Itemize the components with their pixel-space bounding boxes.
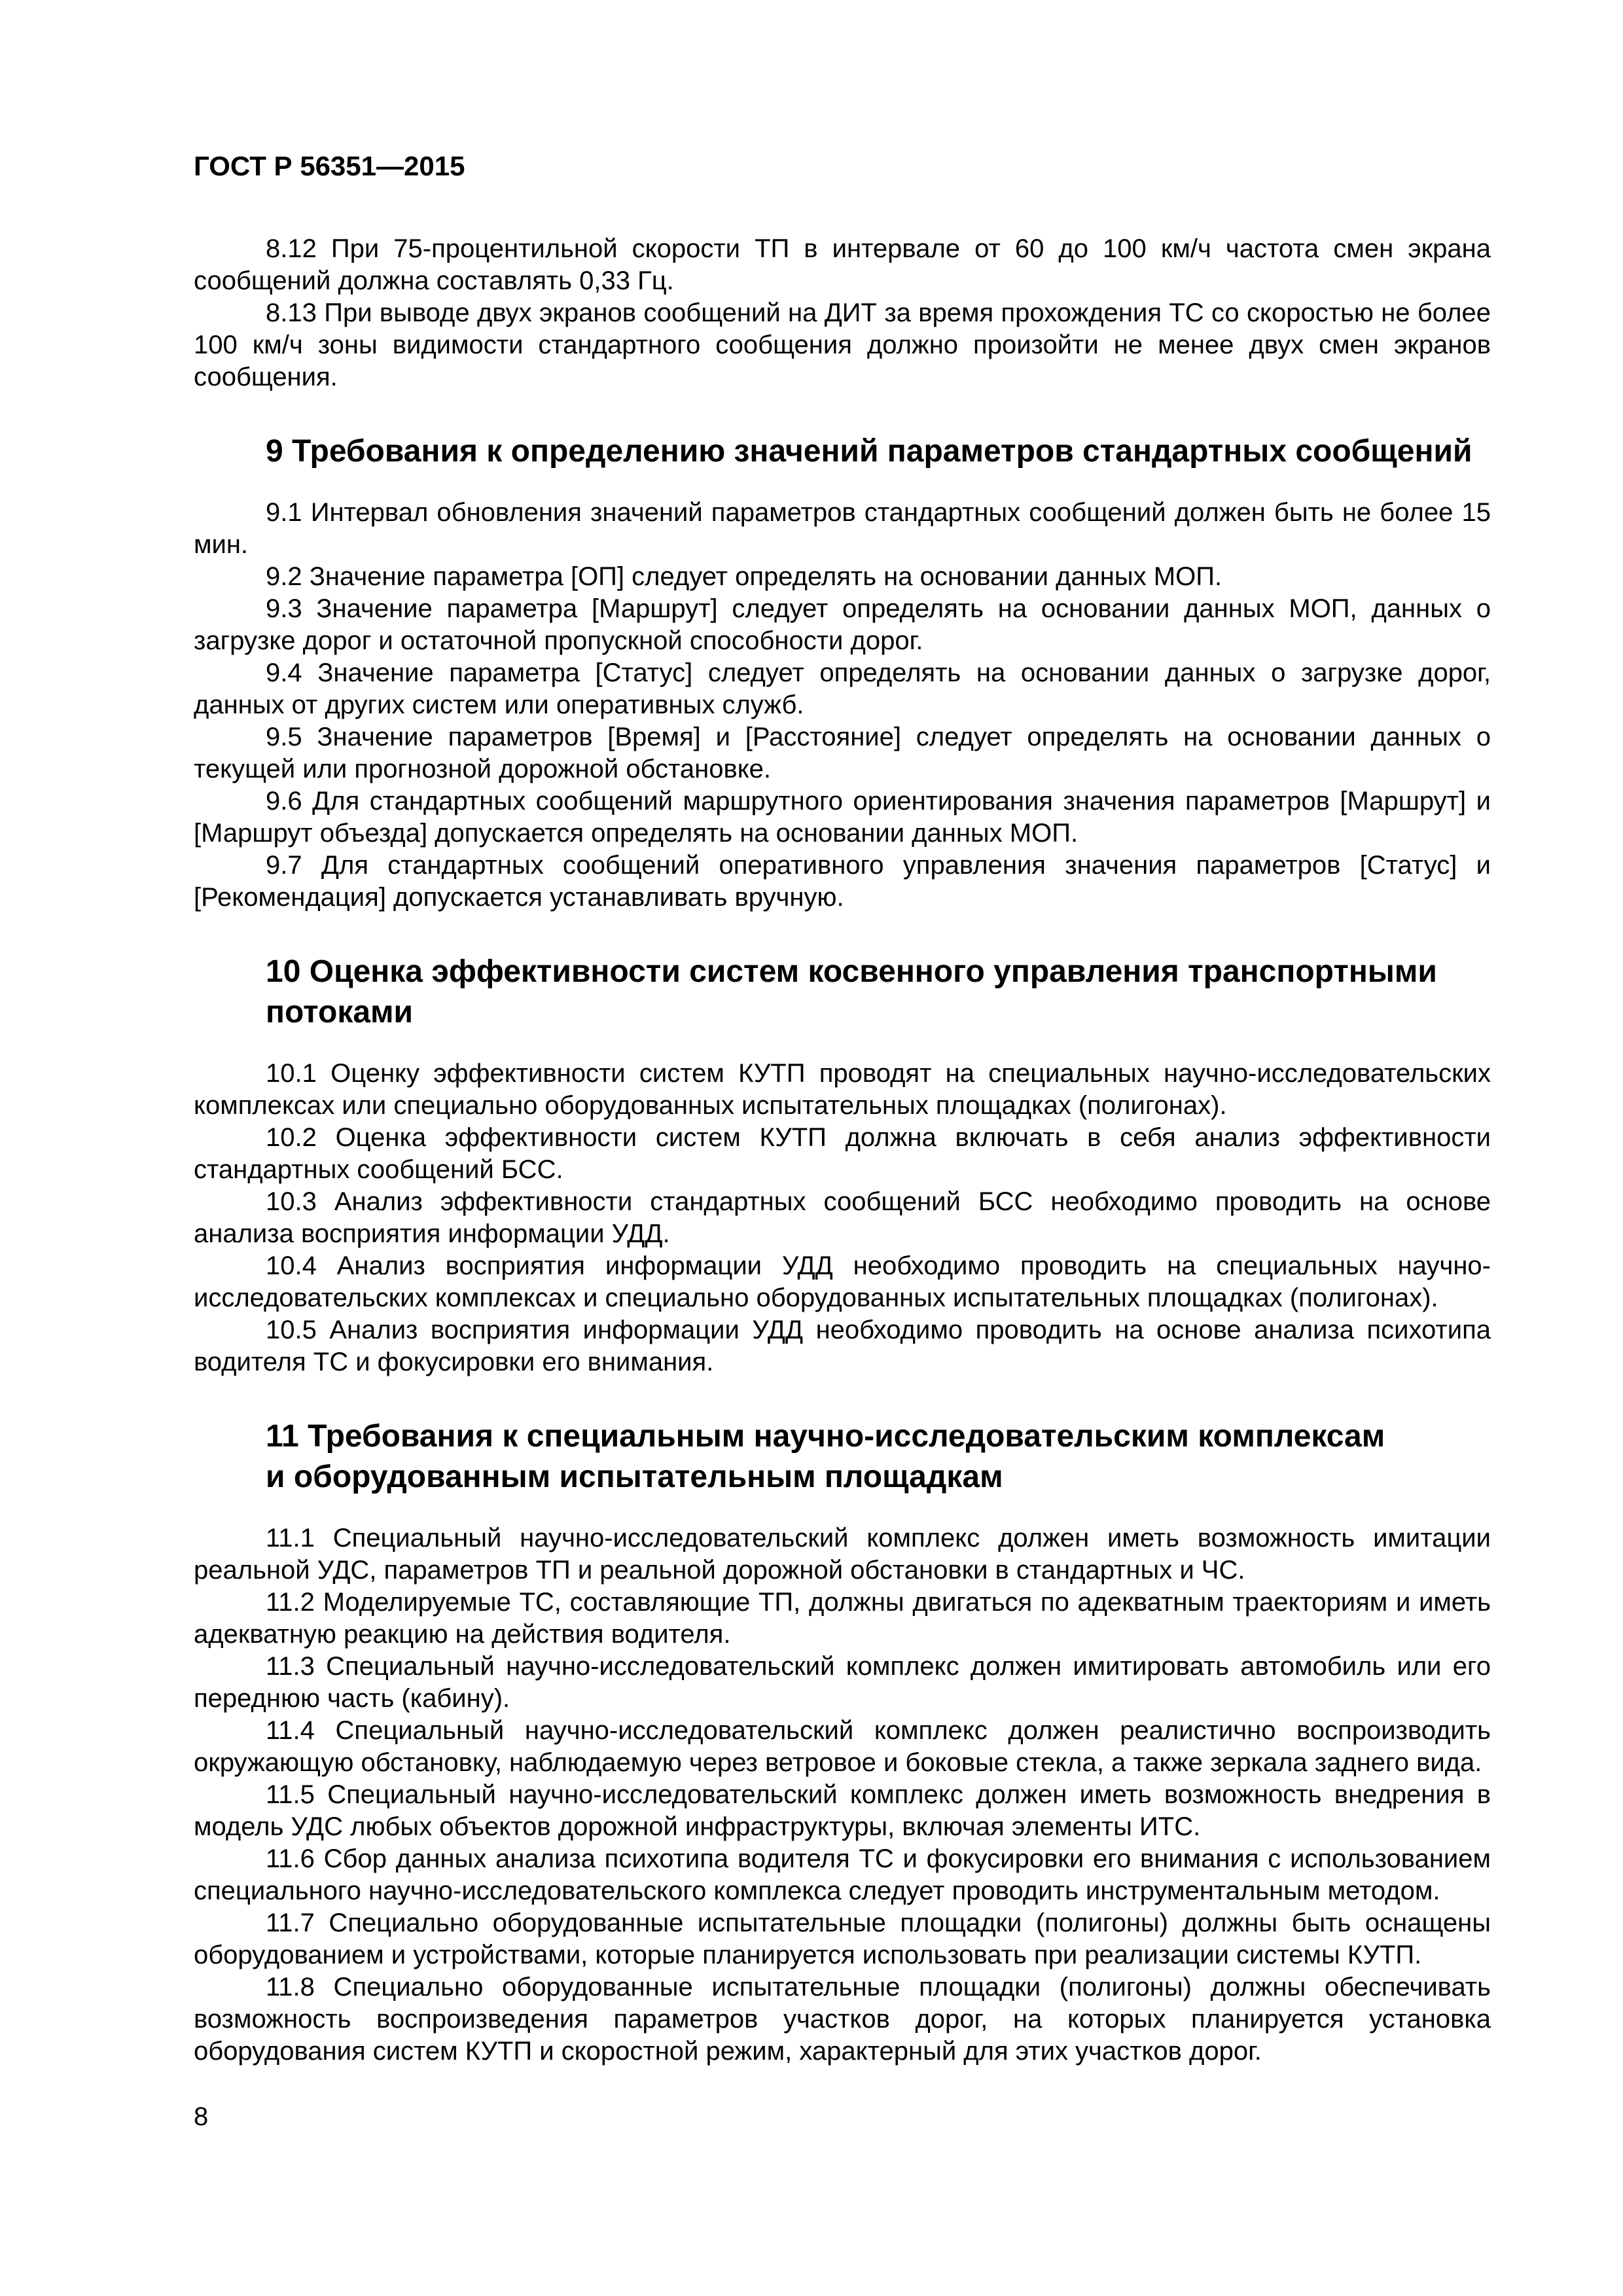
paragraph-9-3: 9.3 Значение параметра [Маршрут] следует определять на основании данных МОП, данных о загрузке дорог и остаточной пропускной способности дорог. <box>194 594 1491 655</box>
paragraph-10-2: 10.2 Оценка эффективности систем КУТП должна включать в себя анализ эффективности стандартных сообщений БСС. <box>194 1123 1491 1184</box>
paragraph-10-3: 10.3 Анализ эффективности стандартных сообщений БСС необходимо проводить на основе анализа восприятия информации УДД. <box>194 1187 1491 1248</box>
paragraph-9-2: 9.2 Значение параметра [ОП] следует определять на основании данных МОП. <box>266 562 1222 591</box>
section-10-heading-line2: потоками <box>266 995 414 1030</box>
paragraph-9-6: 9.6 Для стандартных сообщений маршрутного ориентирования значения параметров [Маршрут] и [Маршрут объезда] допускается определять на основании данных МОП. <box>194 787 1491 848</box>
section-11-heading <box>194 1416 1491 1498</box>
paragraph-8-12: 8.12 При 75-процентильной скорости ТП в интервале от 60 до 100 км/ч частота смен экрана сообщений должна составлять 0,33 Гц. <box>194 234 1491 295</box>
paragraph-10-5: 10.5 Анализ восприятия информации УДД необходимо проводить на основе анализа психотипа водителя ТС и фокусировки его внимания. <box>194 1316 1491 1376</box>
section-10-heading-line1: 10 Оценка эффективности систем косвенного управления транспортными <box>266 954 1437 989</box>
paragraph-9-1: 9.1 Интервал обновления значений параметров стандартных сообщений должен быть не более 15 мин. <box>194 498 1491 559</box>
paragraph-11-2: 11.2 Моделируемые ТС, составляющие ТП, должны двигаться по адекватным траекториям и иметь адекватную реакцию на действия водителя. <box>194 1588 1491 1649</box>
paragraph-11-6: 11.6 Сбор данных анализа психотипа водителя ТС и фокусировки его внимания с использованием специального научно-исследовательского комплекса следует проводить инструментальным методом. <box>194 1844 1491 1905</box>
paragraph-9-4: 9.4 Значение параметра [Статус] следует определять на основании данных о загрузке дорог, данных от других систем или оперативных служб. <box>194 658 1491 719</box>
paragraph-9-5: 9.5 Значение параметров [Время] и [Расстояние] следует определять на основании данных о текущей или прогнозной дорожной обстановке. <box>194 723 1491 783</box>
paragraph-11-3: 11.3 Специальный научно-исследовательский комплекс должен имитировать автомобиль или его переднюю часть (кабину). <box>194 1652 1491 1713</box>
paragraph-9-7: 9.7 Для стандартных сообщений оперативного управления значения параметров [Статус] и [Рекомендация] допускается устанавливать вручную. <box>194 851 1491 912</box>
page-number: 8 <box>194 2102 209 2131</box>
section-10-heading <box>194 952 1491 1033</box>
paragraph-10-1: 10.1 Оценку эффективности систем КУТП проводят на специальных научно-исследовательских комплексах или специально оборудованных испытательных площадках (полигонах). <box>194 1059 1491 1120</box>
paragraph-11-5: 11.5 Специальный научно-исследовательский комплекс должен иметь возможность внедрения в модель УДС любых объектов дорожной инфраструктуры, включая элементы ИТС. <box>194 1780 1491 1841</box>
section-9-heading: 9 Требования к определению значений параметров стандартных сообщений <box>266 434 1472 469</box>
section-11-heading-line2: и оборудованным испытательным площадкам <box>266 1460 1003 1494</box>
paragraph-11-4: 11.4 Специальный научно-исследовательский комплекс должен реалистично воспроизводить окружающую обстановку, наблюдаемую через ветровое и боковые стекла, а также зеркала заднего вида. <box>194 1716 1491 1777</box>
paragraph-11-7: 11.7 Специально оборудованные испытательные площадки (полигоны) должны быть оснащены оборудованием и устройствами, которые планируется использовать при реализации системы КУТП. <box>194 1909 1491 1969</box>
document-code: ГОСТ Р 56351—2015 <box>194 151 465 181</box>
paragraph-11-8: 11.8 Специально оборудованные испытательные площадки (полигоны) должны обеспечивать возможность воспроизведения параметров участков дорог, на которых планируется установка оборудования систем КУТП и скоростной режим, характерный для этих участков дорог. <box>194 1973 1491 2066</box>
section-11-heading-line1: 11 Требования к специальным научно-исследовательским комплексам <box>266 1419 1385 1454</box>
paragraph-11-1: 11.1 Специальный научно-исследовательский комплекс должен иметь возможность имитации реальной УДС, параметров ТП и реальной дорожной обстановки в стандартных и ЧС. <box>194 1524 1491 1585</box>
document-page <box>194 149 1491 2068</box>
paragraph-8-13: 8.13 При выводе двух экранов сообщений на ДИТ за время прохождения ТС со скоростью не более 100 км/ч зоны видимости стандартного сообщения должно произойти не менее двух смен экранов сообщения. <box>194 298 1491 391</box>
paragraph-10-4: 10.4 Анализ восприятия информации УДД необходимо проводить на специальных научно-исследовательских комплексах и специально оборудованных испытательных площадках (полигонах). <box>194 1251 1491 1312</box>
